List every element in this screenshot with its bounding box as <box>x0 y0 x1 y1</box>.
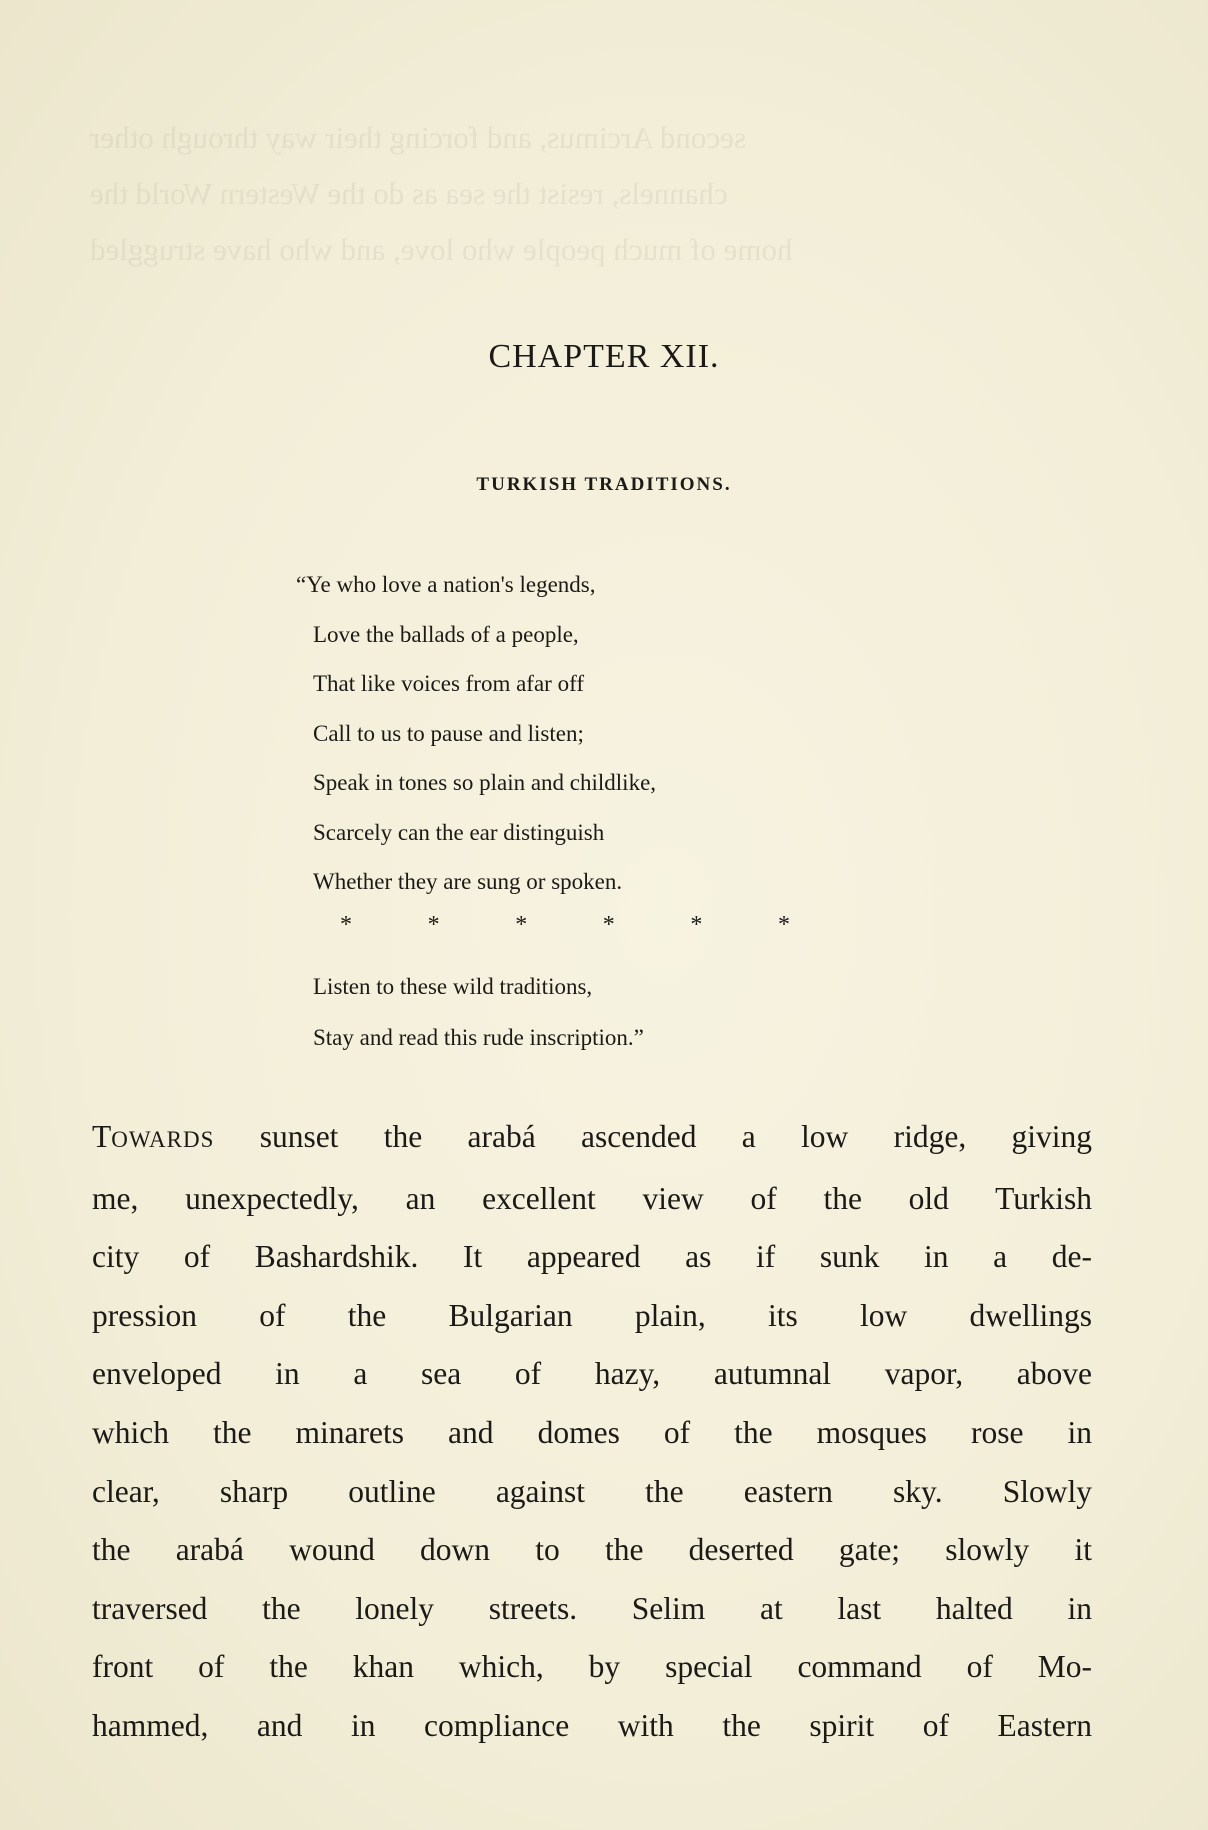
epigraph-line: “Ye who love a nation's legends, <box>296 572 596 597</box>
bleed-through-text: home of much people who love, and who have struggled <box>90 232 793 267</box>
epigraph-line: Love the ballads of a people, <box>313 621 579 647</box>
asterisk: * <box>690 912 703 938</box>
body-line: the arabá wound down to the deserted gate; slowly it <box>92 1532 1092 1568</box>
epigraph-line: Whether they are sung or spoken. <box>313 869 623 894</box>
asterisk: * <box>515 912 528 938</box>
bleed-through-text: channels, resist the sea as do the Western World the <box>90 176 728 211</box>
epigraph-line: Speak in tones so plain and childlike, <box>313 770 657 795</box>
body-line: enveloped in a sea of hazy, autumnal vapor, above <box>92 1356 1092 1392</box>
body-line: me, unexpectedly, an excellent view of the old Turkish <box>92 1180 1092 1216</box>
body-line: clear, sharp outline against the eastern sky. Slowly <box>92 1473 1092 1509</box>
body-line: front of the khan which, by special command of Mo- <box>92 1649 1092 1685</box>
epigraph-line: Call to us to pause and listen; <box>313 720 584 746</box>
epigraph-line: Stay and read this rude inscription.” <box>313 1025 644 1050</box>
body-line: pression of the Bulgarian plain, its low dwellings <box>92 1297 1092 1333</box>
epigraph-line: That like voices from afar off <box>313 671 584 696</box>
epigraph-closing <box>313 961 913 1063</box>
epigraph-line: Listen to these wild traditions, <box>313 974 593 999</box>
open-quote: “ <box>296 572 307 597</box>
body-line: city of Bashardshik. It appeared as if sunk in a de- <box>92 1239 1092 1275</box>
asterisk: * <box>427 912 440 938</box>
body-line: hammed, and in compliance with the spirit of Eastern <box>92 1707 1092 1743</box>
epigraph-line: Scarcely can the ear distinguish <box>313 819 605 845</box>
chapter-title: CHAPTER XII. <box>488 338 720 375</box>
body-line: traversed the lonely streets. Selim at last halted in <box>92 1590 1092 1626</box>
asterism-divider <box>340 912 790 939</box>
asterisk: * <box>602 912 615 938</box>
chapter-subtitle: TURKISH TRADITIONS. <box>476 474 732 495</box>
body-line: TOWARDS sunset the arabá ascended a low ridge, giving <box>92 1119 1093 1154</box>
body-text <box>92 1108 1092 1756</box>
body-line: which the minarets and domes of the mosques rose in <box>92 1414 1092 1450</box>
asterisk: * <box>340 912 352 938</box>
epigraph-verse <box>296 560 913 907</box>
bleed-through-text: second Arcimus, and forcing their way through other <box>90 120 746 155</box>
close-quote: ” <box>633 1025 644 1050</box>
small-caps-initial: T <box>92 1119 112 1154</box>
asterisk: * <box>777 912 790 938</box>
small-caps-rest: OWARDS <box>111 1127 215 1152</box>
